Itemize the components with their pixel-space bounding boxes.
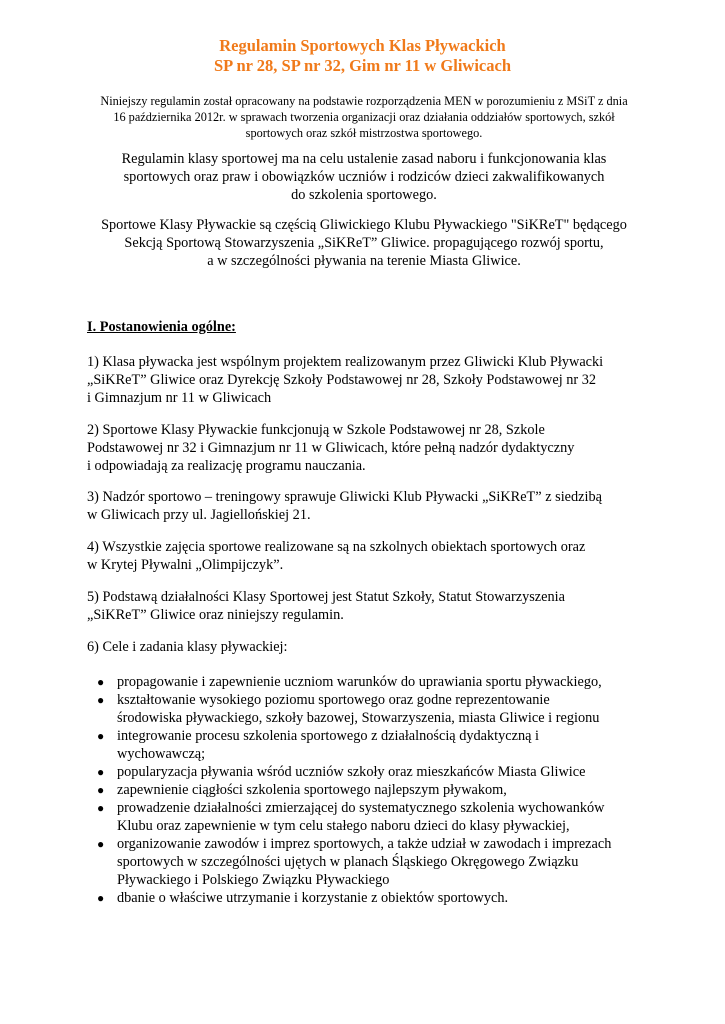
- provision-line: 6) Cele i zadania klasy pływackiej:: [87, 639, 288, 655]
- provision-point-5: [87, 588, 647, 624]
- goal-line: propagowanie i zapewnienie uczniom warunków do uprawiania sportu pływackiego,: [117, 674, 602, 690]
- purpose-line: do szkolenia sportowego.: [291, 187, 437, 203]
- goal-line: dbanie o właściwe utrzymanie i korzystanie z obiektów sportowych.: [117, 890, 509, 906]
- provision-point-3: [87, 488, 647, 524]
- provision-line: 2) Sportowe Klasy Pływackie funkcjonują w Szkole Podstawowej nr 28, Szkole: [87, 422, 545, 438]
- goal-line: integrowanie procesu szkolenia sportowego z działalnością dydaktyczną i: [117, 728, 540, 744]
- provision-point-6: [87, 638, 647, 656]
- purpose-line: sportowych oraz praw i obowiązków uczniów i rodziców dzieci zakwalifikowanych: [123, 169, 605, 185]
- goal-line: Pływackiego i Polskiego Związku Pływackiego: [117, 872, 390, 888]
- goal-line: organizowanie zawodów i imprez sportowych, a także udział w zawodach i imprezach: [117, 836, 612, 852]
- club-line: a w szczególności pływania na terenie Miasta Gliwice.: [207, 253, 521, 269]
- provision-line: Podstawowej nr 32 i Gimnazjum nr 11 w Gliwicach, które pełną nadzór dydaktyczny: [87, 440, 575, 456]
- provision-line: 1) Klasa pływacka jest wspólnym projektem realizowanym przez Gliwicki Klub Pływacki: [87, 354, 604, 370]
- bullet-icon: ●: [97, 837, 105, 851]
- bullet-icon: ●: [97, 693, 105, 707]
- list-item: [87, 799, 647, 835]
- provision-line: w Krytej Pływalni „Olimpijczyk”.: [87, 557, 284, 573]
- goal-line: kształtowanie wysokiego poziomu sportowego oraz godne reprezentowanie: [117, 692, 550, 708]
- list-item: [87, 889, 647, 907]
- provision-line: w Gliwicach przy ul. Jagiellońskiej 21.: [87, 507, 311, 523]
- purpose-line: Regulamin klasy sportowej ma na celu ustalenie zasad naboru i funkcjonowania klas: [121, 151, 607, 167]
- goal-line: sportowych w szczególności ujętych w planach Śląskiego Okręgowego Związku: [117, 854, 579, 870]
- provision-line: 3) Nadzór sportowo – treningowy sprawuje Gliwicki Klub Pływacki „SiKReT” z siedzibą: [87, 489, 602, 505]
- provision-point-4: [87, 538, 647, 574]
- document-title-line-2: SP nr 28, SP nr 32, Gim nr 11 w Gliwicach: [213, 56, 512, 75]
- goal-line: Klubu oraz zapewnienie w tym celu stałego naboru dzieci do klasy pływackiej,: [117, 818, 570, 834]
- goal-line: popularyzacja pływania wśród uczniów szkoły oraz mieszkańców Miasta Gliwice: [117, 764, 586, 780]
- provision-line: i Gimnazjum nr 11 w Gliwicach: [87, 390, 272, 406]
- bullet-icon: ●: [97, 783, 105, 797]
- list-item: [87, 691, 647, 727]
- purpose-paragraph: [70, 150, 658, 204]
- provision-point-1: [87, 353, 647, 407]
- club-line: Sekcją Sportową Stowarzyszenia „SiKReT” Gliwice. propagującego rozwój sportu,: [124, 235, 604, 251]
- bullet-icon: ●: [97, 675, 105, 689]
- bullet-icon: ●: [97, 729, 105, 743]
- legal-basis-line: sportowych oraz szkół mistrzostwa sportowego.: [245, 126, 483, 140]
- list-item: [87, 727, 647, 763]
- legal-basis-paragraph: [90, 93, 638, 141]
- bullet-icon: ●: [97, 801, 105, 815]
- goal-line: wychowawczą;: [117, 746, 206, 762]
- legal-basis-line: Niniejszy regulamin został opracowany na podstawie rozporządzenia MEN w porozumieniu z MSiT z dnia: [100, 94, 628, 108]
- document-title-line-1: Regulamin Sportowych Klas Pływackich: [219, 36, 506, 55]
- list-item: [87, 673, 647, 691]
- list-item: [87, 835, 647, 889]
- provision-line: „SiKReT” Gliwice oraz niniejszy regulamin.: [87, 607, 344, 623]
- provision-point-2: [87, 421, 647, 475]
- bullet-icon: ●: [97, 891, 105, 905]
- goal-line: zapewnienie ciągłości szkolenia sportowego najlepszym pływakom,: [117, 782, 507, 798]
- provision-line: „SiKReT” Gliwice oraz Dyrekcję Szkoły Podstawowej nr 28, Szkoły Podstawowej nr 32: [87, 372, 597, 388]
- legal-basis-line: 16 października 2012r. w sprawach tworzenia organizacji oraz działania oddziałów sportowych, szkół: [113, 110, 615, 124]
- club-line: Sportowe Klasy Pływackie są częścią Gliwickiego Klubu Pływackiego "SiKReT" będącego: [101, 217, 627, 233]
- bullet-icon: ●: [97, 765, 105, 779]
- list-item: [87, 763, 647, 781]
- goal-line: środowiska pływackiego, szkoły bazowej, Stowarzyszenia, miasta Gliwice i regionu: [117, 710, 600, 726]
- goals-list: [87, 673, 647, 907]
- club-paragraph: [70, 216, 658, 270]
- list-item: [87, 781, 647, 799]
- goal-line: prowadzenie działalności zmierzającej do systematycznego szkolenia wychowanków: [117, 800, 605, 816]
- provision-line: 5) Podstawą działalności Klasy Sportowej jest Statut Szkoły, Statut Stowarzyszenia: [87, 589, 565, 605]
- section-heading-general-provisions: I. Postanowienia ogólne:: [87, 319, 236, 335]
- provision-line: i odpowiadają za realizację programu nauczania.: [87, 458, 366, 474]
- provision-line: 4) Wszystkie zajęcia sportowe realizowane są na szkolnych obiektach sportowych oraz: [87, 539, 586, 555]
